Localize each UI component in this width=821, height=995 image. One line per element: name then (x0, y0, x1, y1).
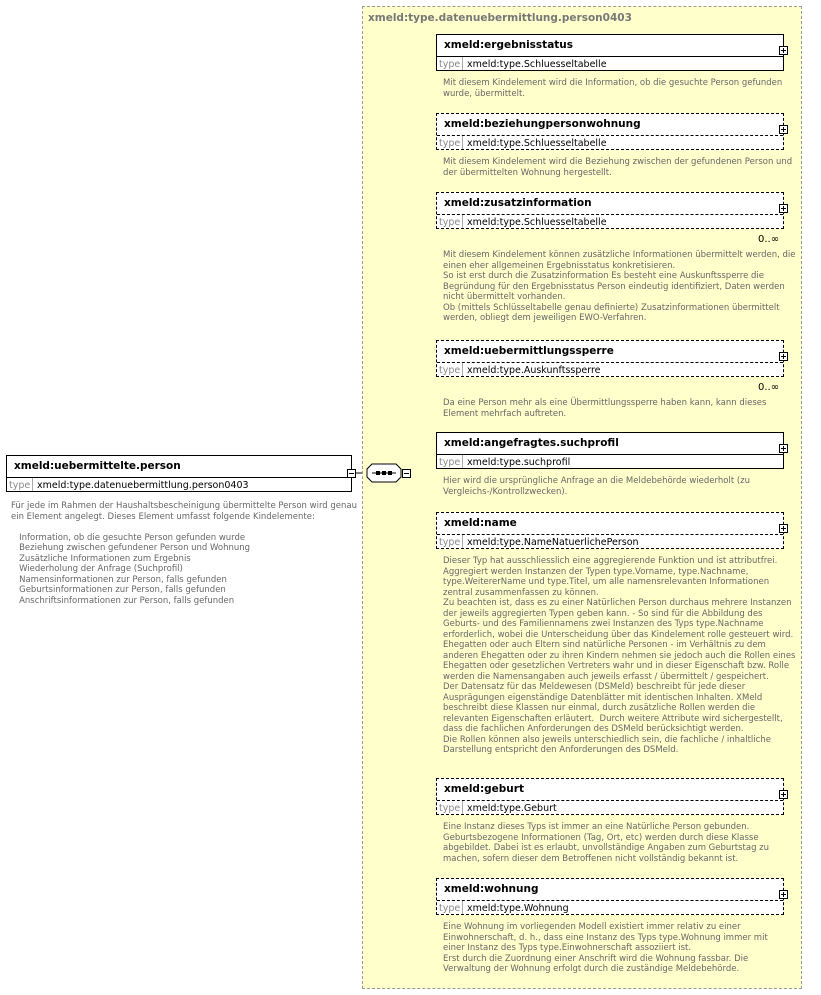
child-element-name: xmeld:angefragtes.suchprofil (444, 437, 619, 449)
type-divider (462, 57, 463, 70)
type-divider (462, 535, 463, 548)
child-element-separator (437, 135, 783, 136)
type-label: type (439, 138, 461, 149)
type-label: type (439, 803, 461, 814)
type-divider (462, 363, 463, 376)
type-label: type (439, 365, 461, 376)
child-element-type: xmeld:type.Schluesseltabelle (467, 138, 607, 149)
child-element-type: xmeld:type.NameNatuerlichePerson (467, 537, 639, 548)
child-element-separator (437, 900, 783, 901)
complex-type-title: xmeld:type.datenuebermittlung.person0403 (368, 12, 632, 24)
occurrence-label: 0..∞ (758, 382, 780, 393)
child-element-name: xmeld:geburt (444, 783, 524, 795)
child-element-separator (437, 56, 783, 57)
child-element-name: xmeld:zusatzinformation (444, 197, 592, 209)
child-element-box[interactable] (436, 512, 784, 549)
child-element-type: xmeld:type.Geburt (467, 803, 557, 814)
child-element-description: Dieser Typ hat ausschliesslich eine aggregierende Funktion und ist attributfrei. Aggregiert werden Instanzen der Typen type.Vorname, type.Nachname, type.WeitererName und type.Titel, um alle namensrelevanten Informationen zentral zusammenfassen zu können. Zu beachten ist, dass es zu einer Natürlichen Person durchaus mehrere Instanzen der jeweils aggregierten Typen geben kann. - So sind für die Abbildung des Geburts- und des Familiennamens zwei Instanzen des Typs type.Nachname erforderlich, wobei die Unterscheidung über das Kindelement rolle gesteuert wird. Ehegatten oder auch Eltern sind natürliche Personen - im Verhältnis zu dem anderen Ehegatten oder zu ihren Kindern nehmen sie jedoch auch die Rollen eines Ehegatten oder gesetzlichen Vertreters wahr und in dieser Eigenschaft bzw. Rolle werden die Namensangaben auch jeweils erfasst / übermittelt / gespeichert. Der Datensatz für das Meldewesen (DSMeld) beschreibt für jede dieser Ausprägungen eigenständige Datenblätter mit identischen Inhalten. XMeld beschreibt diese Klassen nur einmal, durch zusätzliche Rollen werden die relevanten Eigenschaften erläutert. Durch weitere Attribute wird sichergestellt, dass die fachlichen Anforderungen des DSMeld berücksichtigt werden. Die Rollen können also jeweils unterschiedlich sein, die fachliche / inhaltliche Darstellung entspricht den Anforderungen des DSMeld. (443, 556, 796, 755)
root-element-box[interactable] (6, 455, 352, 492)
child-element-type: xmeld:type.Schluesseltabelle (467, 59, 607, 70)
child-element-box[interactable] (436, 432, 784, 469)
child-element-description: Mit diesem Kindelement wird die Beziehung zwischen der gefundenen Person und der übermittelten Wohnung hergestellt. (443, 157, 793, 178)
child-element-description: Da eine Person mehr als eine Übermittlungssperre haben kann, kann dieses Element mehrfach auftreten. (443, 398, 767, 419)
child-element-separator (437, 800, 783, 801)
expand-icon[interactable] (779, 524, 788, 533)
expand-icon[interactable] (779, 125, 788, 134)
child-element-type: xmeld:type.suchprofil (467, 457, 571, 468)
type-divider (462, 801, 463, 814)
expand-icon[interactable] (779, 352, 788, 361)
expand-icon[interactable] (779, 204, 788, 213)
root-element-description: Für jede im Rahmen der Haushaltsbescheinigung übermittelte Person wird genau ein Element angelegt. Dieses Element umfasst folgende Kindelemente: Information, ob die gesuchte Person gefunden wurde Beziehung zwischen gefundener Person und Wohnung Zusätzliche Informationen zum Ergebnis Wiederholung der Anfrage (Suchprofil) Namensinformationen zur Person, falls gefunden Geburtsinformationen zur Person, falls gefunden Anschriftsinformationen zur Person, falls gefunden (11, 501, 358, 606)
expand-icon[interactable] (779, 444, 788, 453)
child-element-name: xmeld:name (444, 517, 517, 529)
root-element-name: xmeld:uebermittelte.person (14, 460, 181, 472)
root-element-separator (7, 477, 351, 478)
root-element-type: xmeld:type.datenuebermittlung.person0403 (37, 480, 249, 491)
root-type-divider (32, 478, 33, 491)
child-element-description: Eine Instanz dieses Typs ist immer an eine Natürliche Person gebunden. Geburtsbezogene Informationen (Tag, Ort, etc) werden durch diese Klasse abgebildet. Dabei ist es erlaubt, unvollständige Angaben zum Geburtstag zu machen, sofern dieser dem Betroffenen nicht vollständig bekannt ist. (443, 822, 770, 864)
type-label: type (439, 457, 461, 468)
type-divider (462, 136, 463, 149)
child-element-box[interactable] (436, 113, 784, 150)
child-element-type: xmeld:type.Auskunftssperre (467, 365, 601, 376)
type-label: type (439, 537, 461, 548)
child-element-box[interactable] (436, 878, 784, 915)
child-element-separator (437, 214, 783, 215)
child-element-separator (437, 362, 783, 363)
expand-icon[interactable] (779, 46, 788, 55)
child-element-name: xmeld:wohnung (444, 883, 539, 895)
type-divider (462, 215, 463, 228)
child-element-description: Mit diesem Kindelement können zusätzliche Informationen übermittelt werden, die einen eher allgemeinen Ergebnisstatus konkretisieren. So ist erst durch die Zusatzinformation Es besteht eine Auskunftssperre die Begründung für den Ergebnisstatus Person eindeutig identifiziert, Daten werden nicht übermittelt vorhanden. Ob (mittels Schlüsseltabelle genau definierte) Zusatzinformationen übermittelt werden, obliegt dem jeweiligen EWO-Verfahren. (443, 250, 796, 323)
child-element-description: Eine Wohnung im vorliegenden Modell existiert immer relativ zu einer Einwohnerschaft, d. h., dass eine Instanz des Typs type.Wohnung immer mit einer Instanz des Typs type.Einwohnerschaft assoziiert ist. Erst durch die Zuordnung einer Anschrift wird die Wohnung fassbar. Die Verwaltung der Wohnung erfolgt durch die zuständige Meldebehörde. (443, 922, 768, 974)
collapse-icon[interactable] (347, 469, 356, 478)
child-element-description: Hier wird die ursprüngliche Anfrage an die Meldebehörde wiederholt (zu Vergleichs-/Kontrollzwecken). (443, 476, 751, 497)
child-element-box[interactable] (436, 778, 784, 815)
child-element-name: xmeld:uebermittlungssperre (444, 345, 614, 357)
child-element-box[interactable] (436, 192, 784, 229)
child-element-name: xmeld:beziehungpersonwohnung (444, 118, 641, 130)
occurrence-label: 0..∞ (758, 234, 780, 245)
child-element-name: xmeld:ergebnisstatus (444, 39, 574, 51)
expand-icon[interactable] (779, 890, 788, 899)
child-element-box[interactable] (436, 34, 784, 71)
type-label: type (439, 59, 461, 70)
child-element-separator (437, 534, 783, 535)
type-label: type (439, 903, 461, 914)
sequence-compositor-icon[interactable] (366, 463, 402, 483)
child-element-type: xmeld:type.Wohnung (467, 903, 569, 914)
child-element-separator (437, 454, 783, 455)
expand-icon[interactable] (779, 790, 788, 799)
child-element-description: Mit diesem Kindelement wird die Information, ob die gesuchte Person gefunden wurde, übermittelt. (443, 78, 783, 99)
sequence-collapse-icon[interactable] (402, 469, 411, 478)
child-element-type: xmeld:type.Schluesseltabelle (467, 217, 607, 228)
child-element-box[interactable] (436, 340, 784, 377)
type-label: type (439, 217, 461, 228)
root-type-label: type (9, 480, 31, 491)
type-divider (462, 455, 463, 468)
type-divider (462, 901, 463, 914)
